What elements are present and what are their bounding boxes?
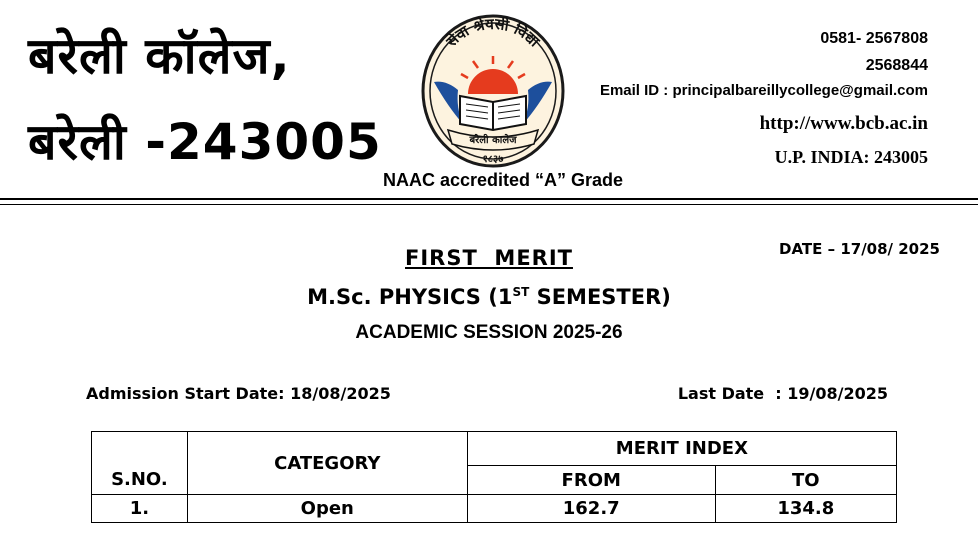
book-icon — [460, 96, 526, 130]
admission-last-date: Last Date : 19/08/2025 — [677, 384, 888, 403]
merit-table — [91, 431, 897, 523]
row-merit-from: 162.7 — [467, 495, 715, 523]
merit-index-header: MERIT INDEX — [467, 432, 896, 466]
sno-header: S.NO. — [92, 432, 188, 495]
naac-grade: NAAC accredited “A” Grade — [383, 170, 624, 190]
phone-number-1: 0581- 2567808 — [820, 30, 928, 47]
logo-year: १८३७ — [482, 154, 504, 165]
course-suffix: SEMESTER) — [529, 285, 671, 309]
notice-date: DATE – 17/08/ 2025 — [779, 240, 940, 258]
course-prefix: M.Sc. PHYSICS (1 — [307, 285, 513, 309]
logo-motto: सेवा श्रेयसी विद्या — [442, 14, 544, 51]
notice-title-text: FIRST MERIT — [405, 246, 573, 270]
phone-number-2: 2568844 — [865, 57, 928, 74]
header-divider-thin — [0, 204, 978, 205]
website-link[interactable]: http://www.bcb.ac.in — [759, 113, 928, 134]
notice-title — [0, 246, 978, 270]
course-superscript: ST — [512, 285, 530, 299]
table-row — [92, 495, 897, 523]
row-merit-to: 134.8 — [715, 495, 896, 523]
from-header: FROM — [467, 466, 715, 495]
academic-session: ACADEMIC SESSION 2025-26 — [355, 322, 623, 343]
logo-college-label: बरेली कालेज — [469, 135, 517, 146]
postal-address: U.P. INDIA: 243005 — [774, 147, 928, 167]
row-sno: 1. — [92, 495, 188, 523]
table-header-row — [92, 432, 897, 466]
college-name-hindi: बरेली कॉलेज, — [28, 27, 291, 85]
category-header: CATEGORY — [187, 432, 467, 495]
email-address: Email ID : principalbareillycollege@gmail.com — [599, 82, 928, 99]
course-heading — [0, 285, 978, 309]
college-city-hindi: बरेली -243005 — [28, 113, 382, 171]
header-divider-thick — [0, 198, 978, 200]
to-header: TO — [715, 466, 896, 495]
row-category: Open — [187, 495, 467, 523]
admission-start-date: Admission Start Date: 18/08/2025 — [86, 384, 391, 403]
college-logo-emblem — [418, 12, 568, 170]
